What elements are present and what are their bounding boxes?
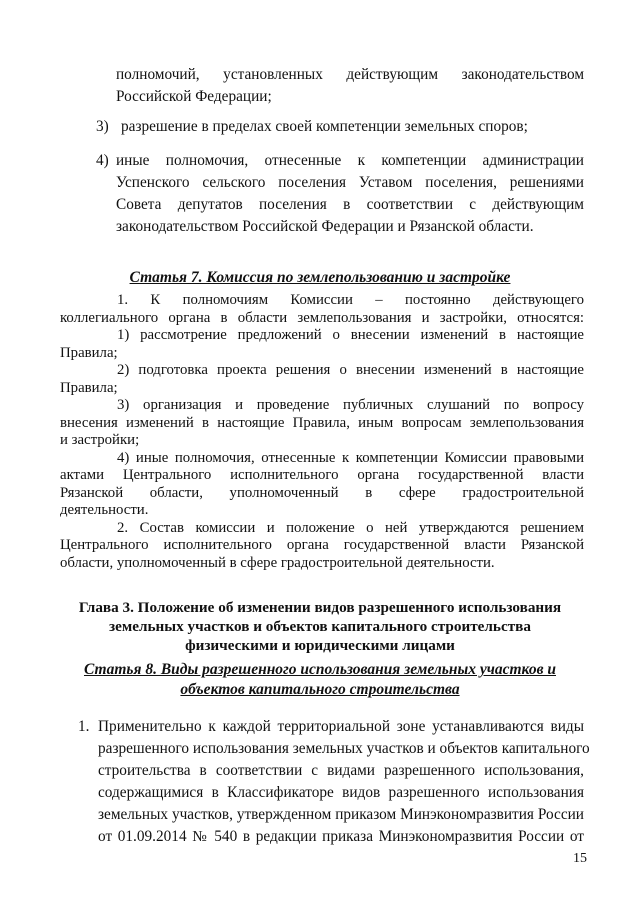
list-number: 1.	[78, 718, 90, 735]
text-line: разрешение в пределах своей компетенции земельных споров;	[121, 118, 528, 135]
article-7-heading: Статья 7. Комиссия по землепользованию и застройке	[129, 269, 511, 286]
text-line: 3) организация и проведение публичных слушаний по вопросу	[117, 397, 584, 413]
text-line: иные полномочия, отнесенные к компетенции администрации	[116, 152, 584, 169]
list-continuation	[116, 64, 584, 108]
text-line: 2. Состав комиссии и положение о ней утверждаются решением	[117, 519, 584, 536]
article-7-body	[60, 292, 584, 572]
text-line: земельных участков, утвержденном приказом Минэкономразвития России	[98, 806, 584, 823]
page-number: 15	[573, 851, 587, 866]
text-line: Правила;	[60, 379, 118, 396]
list-item-1	[98, 716, 590, 848]
text-line: Рязанской области, уполномоченный в сфере градостроительной	[60, 484, 584, 501]
text-line: Успенского сельского поселения Уставом поселения, решениями	[116, 174, 584, 191]
list-item-3	[121, 116, 584, 138]
list-item-4	[116, 150, 584, 238]
text-line: 2) подготовка проекта решения о внесении изменений в настоящие	[117, 362, 584, 378]
text-line: Российской Федерации;	[116, 88, 272, 105]
text-line: Правила;	[60, 344, 118, 361]
text-line: строительства в соответствии с видами разрешенного использования,	[98, 762, 584, 779]
text-line: от 01.09.2014 № 540 в редакции приказа Минэкономразвития России от	[98, 828, 584, 845]
text-line: Применительно к каждой территориальной зоне устанавливаются виды	[98, 718, 584, 735]
chapter-3-heading: Глава 3. Положение об изменении видов разрешенного использования земельных участков и объектов капитального строительства физическими и юридическими лицами	[78, 599, 562, 654]
text-line: актами Центрального исполнительного органа государственной власти	[60, 467, 584, 483]
list-number: 4)	[96, 152, 109, 169]
article-8-heading: Статья 8. Виды разрешенного использования земельных участков и объектов капитального строительства	[83, 661, 556, 698]
text-line: коллегиального органа в области землепользования и застройки, относятся:	[60, 309, 584, 326]
text-line: разрешенного использования земельных участков и объектов капитального	[98, 740, 590, 757]
text-line: полномочий, установленных действующим законодательством	[116, 66, 584, 83]
text-line: Совета депутатов поселения в соответствии с действующим	[116, 196, 584, 213]
text-line: 1) рассмотрение предложений о внесении изменений в настоящие	[117, 327, 584, 343]
text-line: внесения изменений в настоящие Правила, иным вопросам землепользования	[60, 414, 584, 431]
text-line: 4) иные полномочия, отнесенные к компетенции Комиссии правовыми	[117, 449, 584, 466]
text-line: и застройки;	[60, 432, 140, 448]
text-line: законодательством Российской Федерации и Рязанской области.	[116, 218, 534, 235]
text-line: Центрального исполнительного органа государственной власти Рязанской	[60, 537, 584, 553]
list-number: 3)	[96, 118, 109, 135]
text-line: деятельности.	[60, 502, 149, 518]
text-line: 1. К полномочиям Комиссии – постоянно действующего	[117, 292, 584, 308]
text-line: содержащимися в Классификаторе видов разрешенного использования	[98, 784, 584, 801]
text-line: области, уполномоченный в сфере градостроительной деятельности.	[60, 554, 495, 571]
